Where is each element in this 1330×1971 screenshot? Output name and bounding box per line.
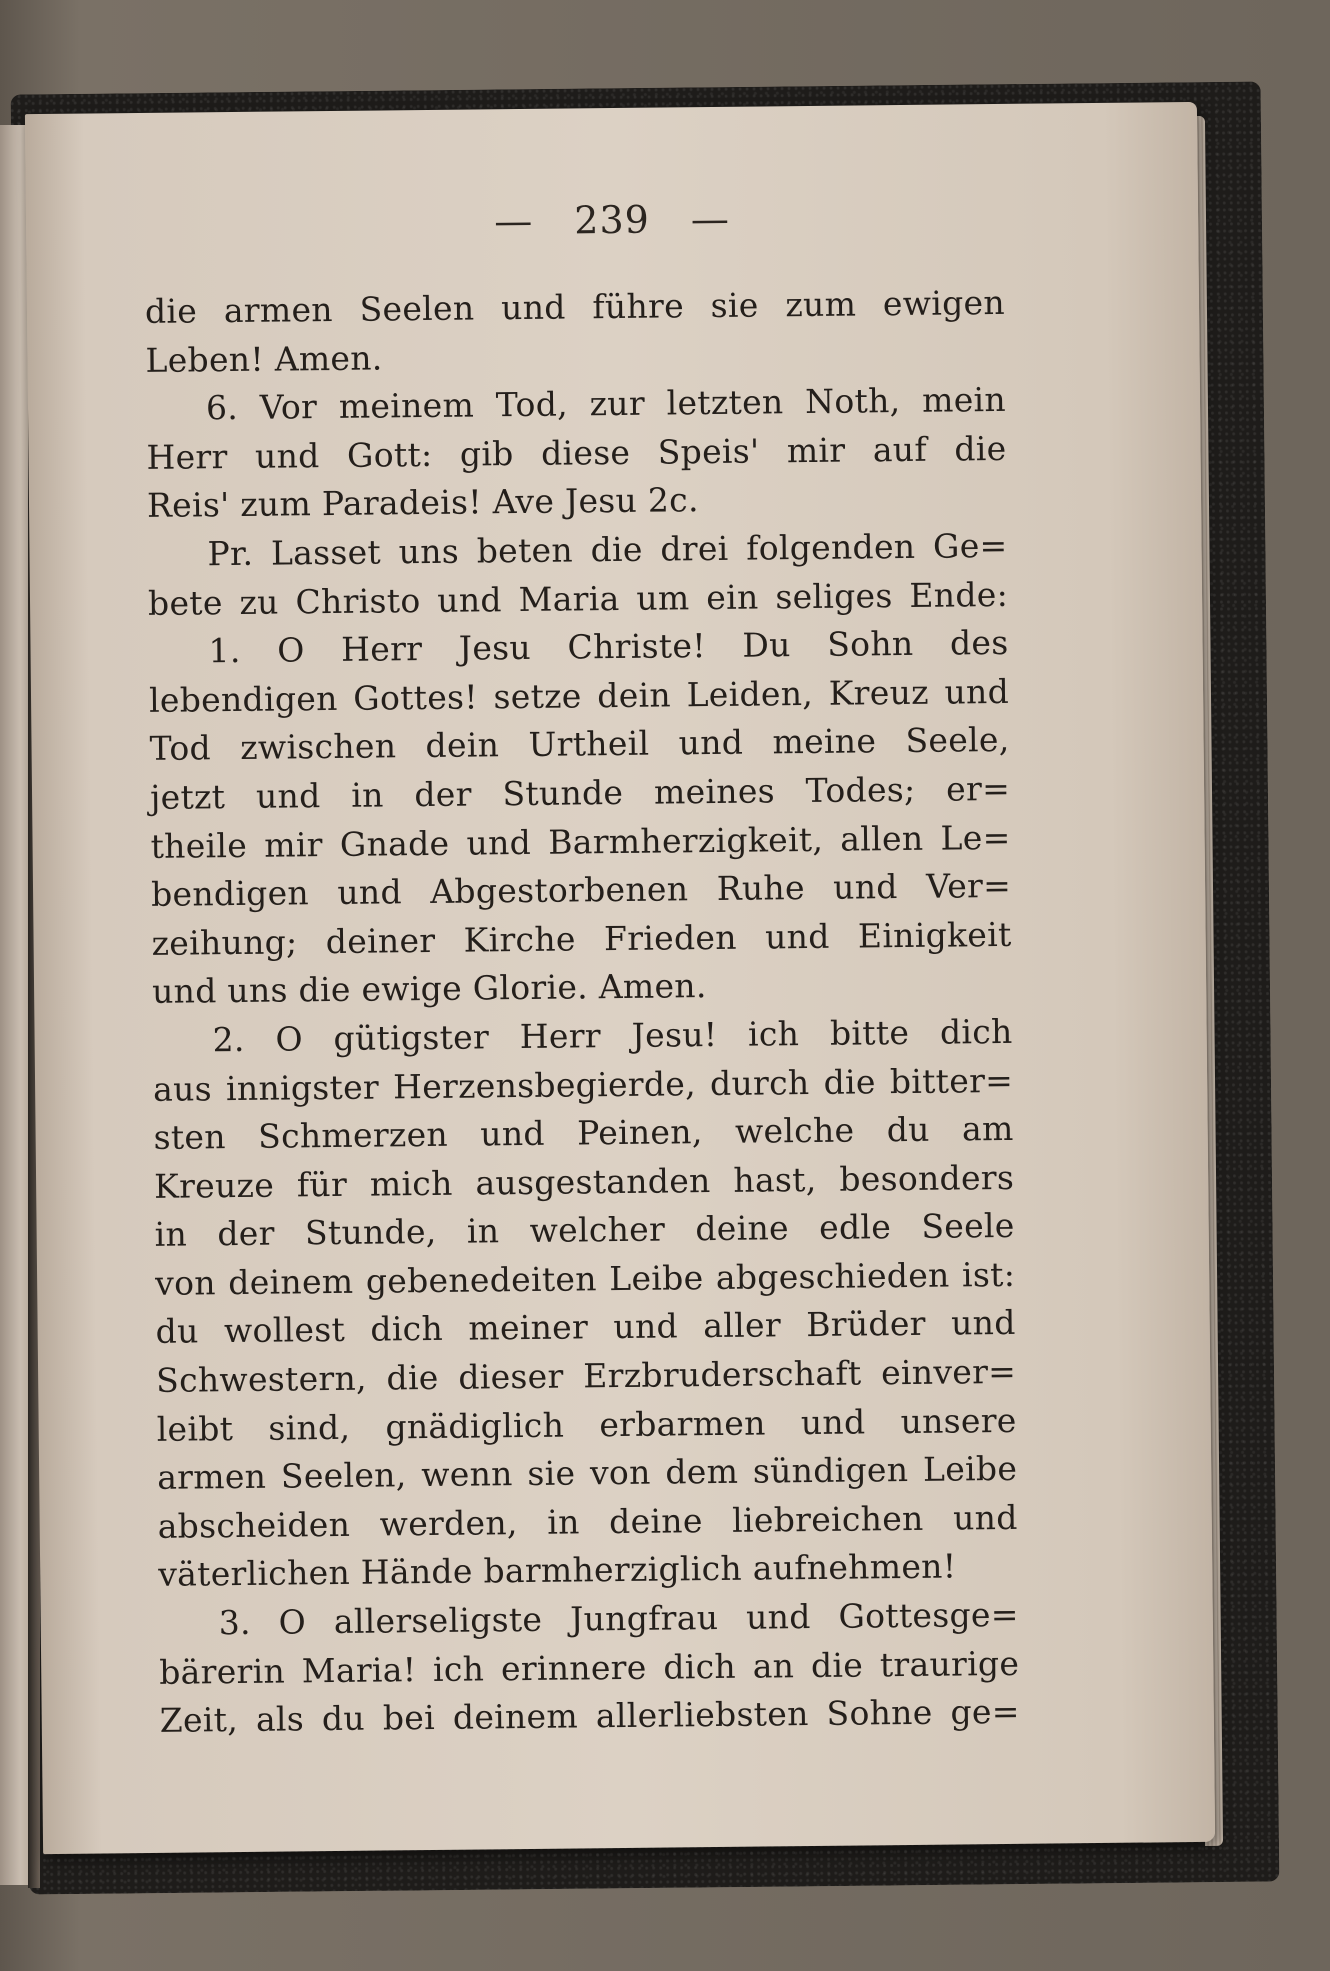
- text-line: sten Schmerzen und Peinen, welche du am: [153, 1108, 1014, 1157]
- text-line: Tod zwischen dein Urtheil und meine Seele,: [149, 720, 1010, 769]
- text-line: jetzt und in der Stunde meines Todes; er=: [149, 768, 1011, 817]
- text-line: abscheiden werden, in deine liebreichen und: [157, 1497, 1018, 1546]
- text-line: leibt sind, gnädiglich erbarmen und unsere: [156, 1400, 1017, 1449]
- text-line: die armen Seelen und führe sie zum ewigen: [144, 282, 1006, 331]
- text-line: und uns die ewige Glorie. Amen.: [151, 966, 707, 1012]
- text-line: von deinem gebenedeiten Leibe abgeschieden ist:: [154, 1254, 1016, 1303]
- text-line: Pr. Lasset uns beten die drei folgenden Ge=: [207, 525, 1008, 574]
- book-page: [25, 102, 1215, 1854]
- text-line: theile mir Gnade und Barmherzigkeit, allen Le=: [150, 817, 1011, 866]
- text-line: bärerin Maria! ich erinnere dich an die traurige: [159, 1643, 1020, 1692]
- page-number: 239: [574, 197, 651, 243]
- text-line: 3. O allerseligste Jungfrau und Gottesge=: [218, 1594, 1019, 1643]
- text-line: Kreuze für mich ausgestanden hast, besonders: [153, 1157, 1015, 1206]
- text-line: Leben! Amen.: [145, 338, 383, 380]
- text-line: 1. O Herr Jesu Christe! Du Sohn des: [208, 623, 1009, 671]
- page-header: [26, 192, 1198, 248]
- text-line: Zeit, als du bei deinem allerliebsten Sohne ge=: [159, 1692, 1020, 1741]
- text-line: bete zu Christo und Maria um ein seliges Ende:: [147, 574, 1009, 623]
- text-line: 2. O gütigster Herr Jesu! ich bitte dich: [212, 1011, 1013, 1060]
- header-dash-right: —: [690, 196, 731, 242]
- text-line: zeihung; deiner Kirche Frieden und Einigkeit: [151, 914, 1012, 963]
- text-line: du wollest dich meiner und aller Brüder und: [155, 1303, 1016, 1352]
- body-text: [145, 279, 1020, 1746]
- text-line: aus innigster Herzensbegierde, durch die bitter=: [152, 1060, 1014, 1109]
- text-line: Herr und Gott: gib diese Speis' mir auf die: [146, 428, 1007, 477]
- text-line: Reis' zum Paradeis! Ave Jesu 2c.: [146, 480, 699, 526]
- text-line: väterlichen Hände barmherziglich aufnehmen!: [158, 1546, 957, 1595]
- header-dash-left: —: [493, 198, 534, 244]
- text-line: armen Seelen, wenn sie von dem sündigen Leibe: [157, 1449, 1018, 1498]
- text-line: in der Stunde, in welcher deine edle Seele: [154, 1206, 1015, 1255]
- text-line: bendigen und Abgestorbenen Ruhe und Ver=: [150, 866, 1012, 915]
- text-line: 6. Vor meinem Tod, zur letzten Noth, mein: [205, 380, 1007, 428]
- text-line: lebendigen Gottes! setze dein Leiden, Kreuz und: [148, 671, 1010, 720]
- text-line: Schwestern, die dieser Erzbruderschaft einver=: [155, 1351, 1017, 1400]
